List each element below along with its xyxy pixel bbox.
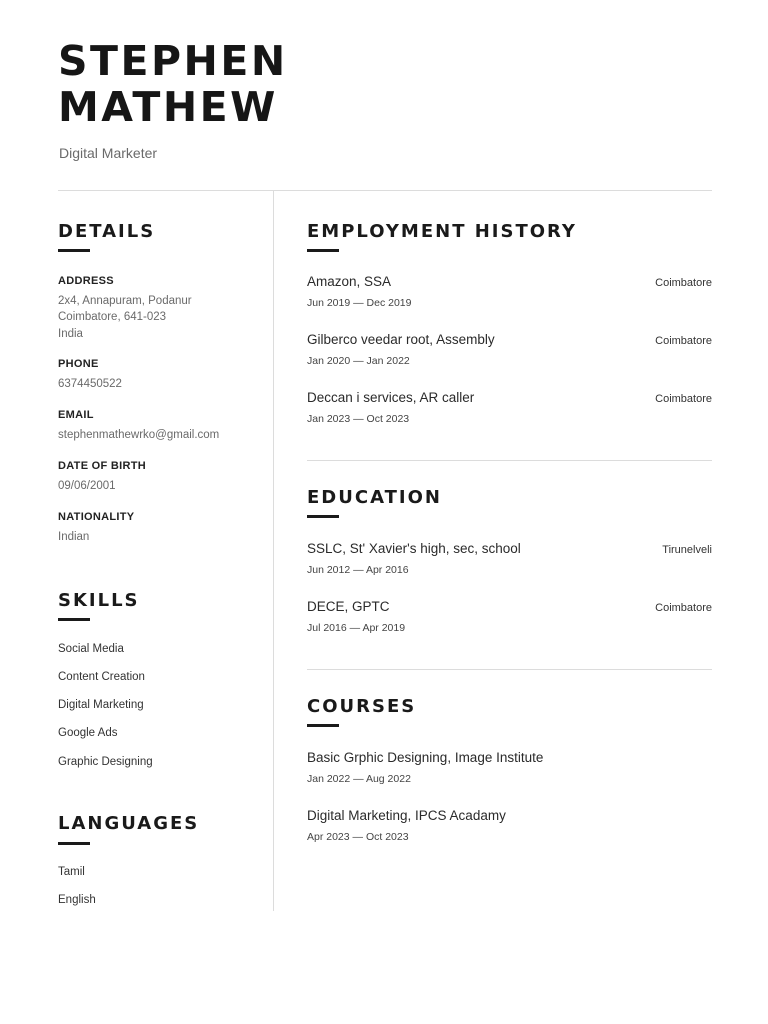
email-label: EMAIL — [58, 409, 94, 421]
courses-heading: COURSES — [307, 696, 417, 717]
employment-city: Coimbatore — [655, 393, 712, 405]
education-title: DECE, GPTC — [307, 599, 390, 614]
skill-item: Digital Marketing — [58, 699, 144, 711]
employment-heading: EMPLOYMENT HISTORY — [307, 221, 577, 242]
skill-item: Social Media — [58, 643, 124, 655]
dob-value: 09/06/2001 — [58, 480, 116, 492]
employment-title: Amazon, SSA — [307, 274, 392, 289]
skill-item: Google Ads — [58, 727, 118, 739]
languages-underline — [58, 842, 90, 845]
education-city: Coimbatore — [655, 602, 712, 614]
employment-dates: Jan 2023 — Oct 2023 — [307, 413, 410, 425]
course-title: Basic Grphic Designing, Image Institute — [307, 750, 544, 765]
education-dates: Jul 2016 — Apr 2019 — [307, 622, 406, 634]
full-name — [58, 38, 288, 130]
education-heading: EDUCATION — [307, 487, 442, 508]
phone-label: PHONE — [58, 358, 99, 370]
employment-city: Coimbatore — [655, 335, 712, 347]
skill-item: Content Creation — [58, 671, 145, 683]
employment-underline — [307, 249, 339, 252]
header-divider — [58, 190, 712, 191]
skill-item: Graphic Designing — [58, 756, 153, 768]
employment-title: Gilberco veedar root, Assembly — [307, 332, 495, 347]
address-line-2: Coimbatore, 641-023 — [58, 311, 167, 323]
language-item: Tamil — [58, 866, 85, 878]
nationality-label: NATIONALITY — [58, 511, 135, 523]
first-name: STEPHEN — [58, 37, 288, 85]
address-line-3: India — [58, 328, 83, 340]
details-heading: DETAILS — [58, 221, 156, 242]
nationality-value: Indian — [58, 531, 90, 543]
education-title: SSLC, St' Xavier's high, sec, school — [307, 541, 521, 556]
employment-dates: Jan 2020 — Jan 2022 — [307, 355, 410, 367]
employment-dates: Jun 2019 — Dec 2019 — [307, 297, 412, 309]
skills-underline — [58, 618, 90, 621]
education-dates: Jun 2012 — Apr 2016 — [307, 564, 409, 576]
languages-heading: LANGUAGES — [58, 813, 200, 834]
courses-underline — [307, 724, 339, 727]
skills-heading: SKILLS — [58, 590, 140, 611]
address-label: ADDRESS — [58, 275, 114, 287]
course-title: Digital Marketing, IPCS Acadamy — [307, 808, 506, 823]
phone-value: 6374450522 — [58, 378, 122, 390]
dob-label: DATE OF BIRTH — [58, 460, 147, 472]
education-underline — [307, 515, 339, 518]
language-item: English — [58, 894, 96, 906]
column-divider — [273, 191, 274, 911]
employment-city: Coimbatore — [655, 277, 712, 289]
section-divider — [307, 460, 712, 461]
job-title: Digital Marketer — [59, 145, 158, 161]
course-dates: Jan 2022 — Aug 2022 — [307, 773, 411, 785]
address-line-1: 2x4, Annapuram, Podanur — [58, 295, 192, 307]
course-dates: Apr 2023 — Oct 2023 — [307, 831, 409, 843]
section-divider — [307, 669, 712, 670]
details-underline — [58, 249, 90, 252]
last-name: MATHEW — [58, 83, 278, 131]
education-city: Tirunelveli — [662, 544, 712, 556]
employment-title: Deccan i services, AR caller — [307, 390, 475, 405]
email-value: stephenmathewrko@gmail.com — [58, 429, 220, 441]
